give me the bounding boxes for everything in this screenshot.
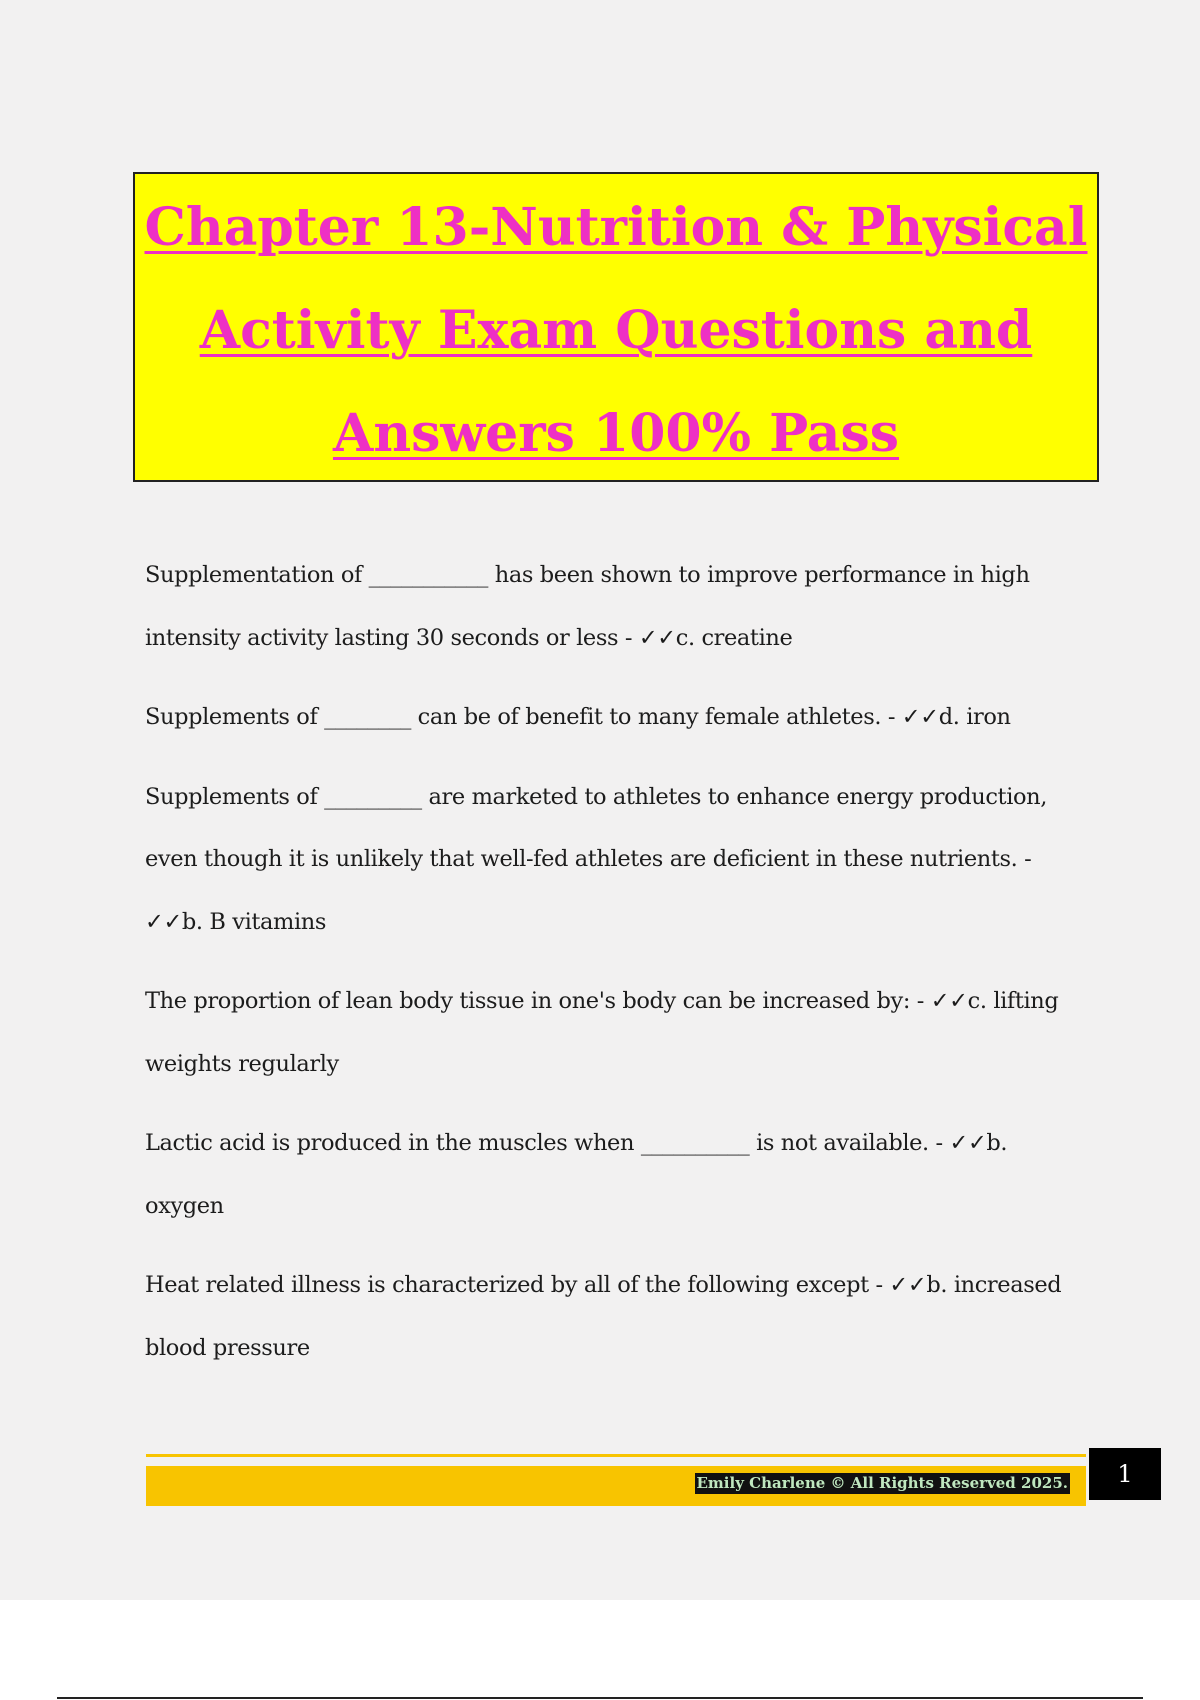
title-line-1: Chapter 13-Nutrition & Physical [144, 197, 1088, 258]
question-item: The proportion of lean body tissue in one's body can be increased by: - ✓✓c. lifting weights regularly [145, 988, 1059, 1077]
question-item: Supplements of _________ are marketed to athletes to enhance energy production, even though it is unlikely that well-fed athletes are deficient in these nutrients. - ✓✓b. B vitamins [145, 783, 1047, 935]
footer-divider [146, 1454, 1086, 1457]
page-number: 1 [1089, 1448, 1161, 1500]
question-item: Heat related illness is characterized by all of the following except - ✓✓b. increased blood pressure [145, 1272, 1062, 1361]
title-line-3: Answers 100% Pass [332, 403, 900, 464]
page-bottom-rule [57, 1697, 1143, 1699]
footer-bar [146, 1466, 1086, 1506]
question-list [145, 544, 1085, 1396]
question-item: Supplementation of ___________ has been shown to improve performance in high intensity activity lasting 30 seconds or less - ✓✓c. creatine [145, 562, 1030, 651]
question-item: Supplements of ________ can be of benefit to many female athletes. - ✓✓d. iron [145, 704, 1011, 730]
title-box [133, 172, 1099, 482]
title-line-2: Activity Exam Questions and [199, 300, 1033, 361]
question-item: Lactic acid is produced in the muscles when __________ is not available. - ✓✓b. oxygen [145, 1130, 1008, 1219]
footer-copyright: Emily Charlene © All Rights Reserved 2025. [696, 1474, 1068, 1492]
